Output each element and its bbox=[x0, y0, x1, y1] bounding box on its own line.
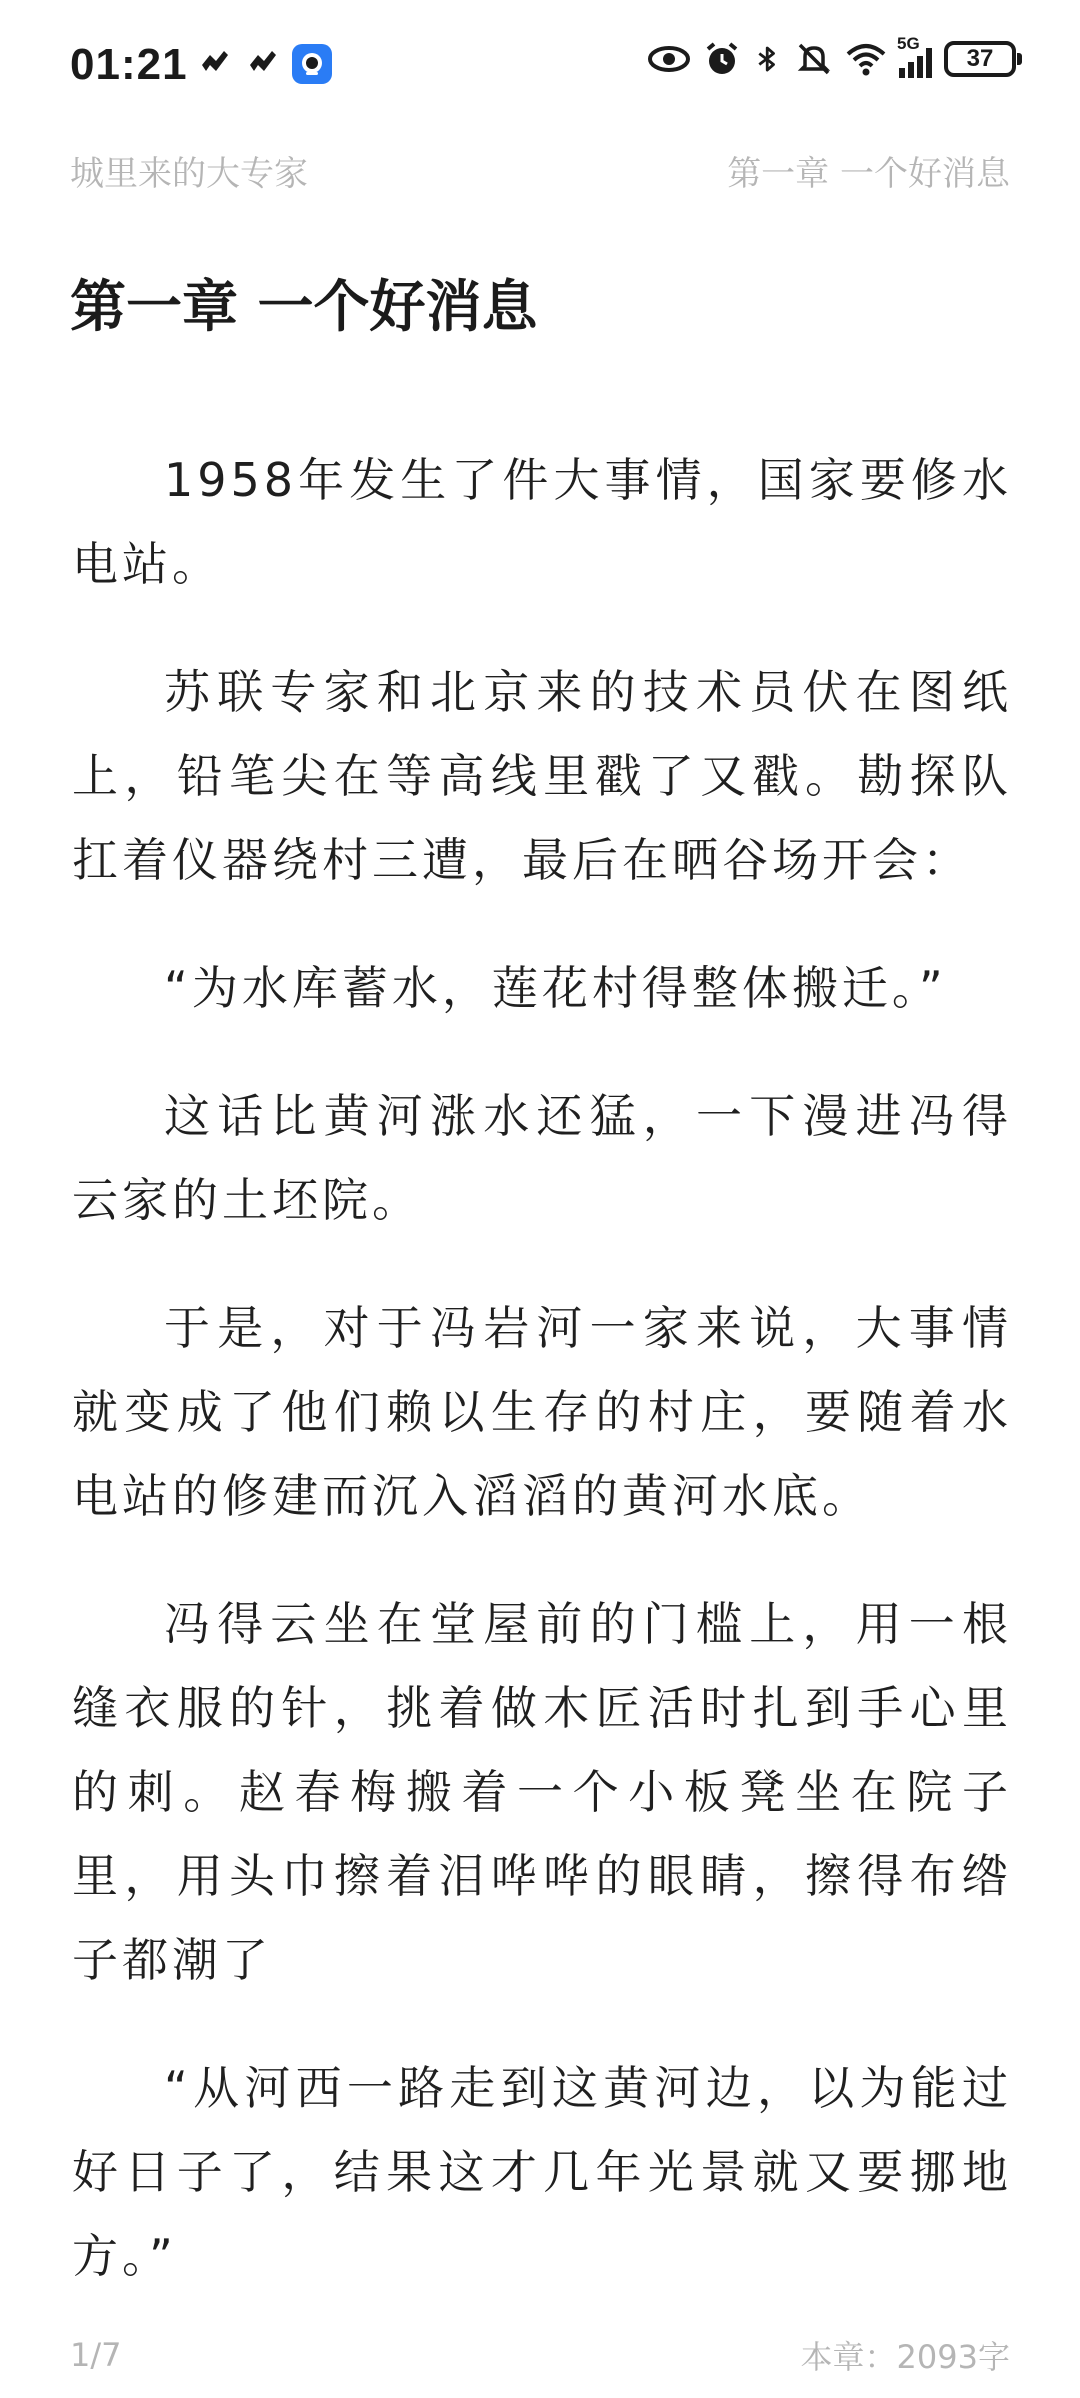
status-time: 01:21 bbox=[70, 40, 188, 89]
chapter-word-count: 本章：2093字 bbox=[800, 2338, 1010, 2376]
network-type: 5G bbox=[897, 34, 920, 53]
cellular-signal-icon bbox=[897, 34, 932, 78]
app-notification-icon bbox=[292, 44, 332, 84]
reader-header bbox=[70, 145, 1010, 195]
paragraph: 苏联专家和北京来的技术员伏在图纸上，铅笔尖在等高线里戳了又戳。勘探队扛着仪器绕村三遭，最后在晒谷场开会： bbox=[72, 665, 1012, 887]
status-left-icons bbox=[196, 44, 332, 84]
battery-icon bbox=[944, 41, 1016, 77]
chapter-content[interactable] bbox=[72, 438, 1012, 2342]
paragraph: 这话比黄河涨水还猛，一下漫进冯得云家的土坯院。 bbox=[72, 1089, 1012, 1227]
status-bar bbox=[0, 0, 1080, 130]
status-right-icons bbox=[647, 34, 1016, 78]
mute-icon bbox=[795, 40, 833, 78]
header-chapter-name: 第一章 一个好消息 bbox=[727, 153, 1010, 194]
alarm-icon bbox=[703, 40, 741, 78]
page-indicator: 1/7 bbox=[70, 2336, 122, 2374]
battery-level: 37 bbox=[966, 45, 994, 72]
wifi-icon bbox=[845, 40, 887, 78]
paragraph: 1958年发生了件大事情，国家要修水电站。 bbox=[72, 453, 1012, 591]
eye-comfort-icon bbox=[647, 40, 691, 78]
signal-wave-icon bbox=[244, 45, 282, 83]
reader-footer bbox=[70, 2330, 1010, 2380]
paragraph: 于是，对于冯岩河一家来说，大事情就变成了他们赖以生存的村庄，要随着水电站的修建而沉入滔滔的黄河水底。 bbox=[72, 1301, 1012, 1523]
paragraph: “为水库蓄水，莲花村得整体搬迁。” bbox=[164, 961, 947, 1015]
bluetooth-icon bbox=[753, 40, 783, 78]
signal-wave-icon bbox=[196, 45, 234, 83]
chapter-title: 第一章 一个好消息 bbox=[70, 275, 538, 340]
paragraph: 冯得云坐在堂屋前的门槛上，用一根缝衣服的针，挑着做木匠活时扎到手心里的刺。赵春梅搬着一个小板凳坐在院子里，用头巾擦着泪哗哗的眼睛，擦得布绺子都潮了 bbox=[72, 1597, 1012, 1987]
book-title: 城里来的大专家 bbox=[70, 153, 308, 194]
paragraph: “从河西一路走到这黄河边，以为能过好日子了，结果这才几年光景就又要挪地方。” bbox=[72, 2061, 1012, 2283]
